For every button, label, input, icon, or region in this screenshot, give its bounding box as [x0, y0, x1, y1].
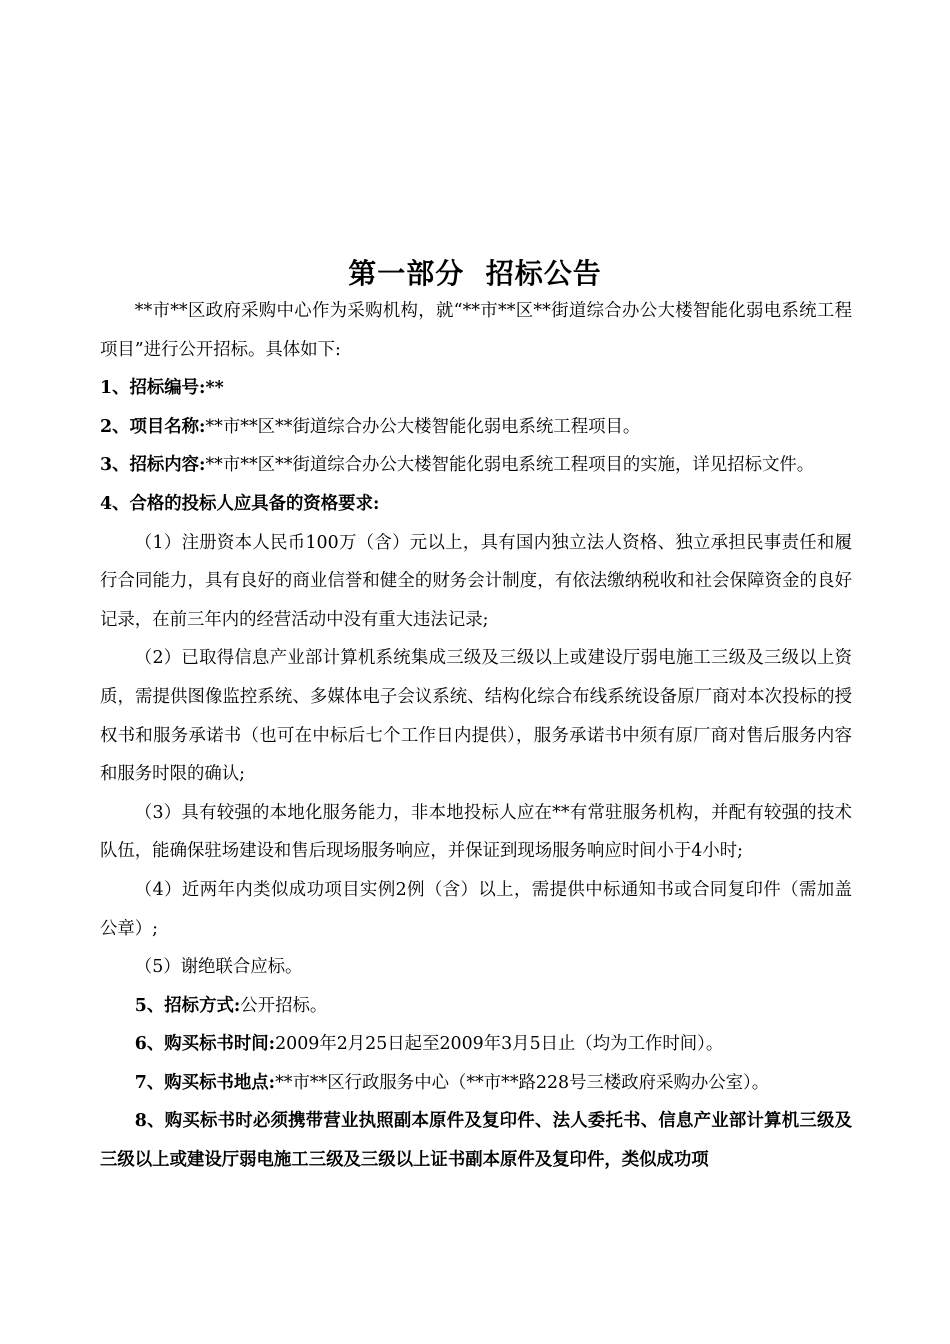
- requirement-1: （1）注册资本人民币100万（含）元以上，具有国内独立法人资格、独立承担民事责任和履行合同能力，具有良好的商业信誉和健全的财务会计制度，有依法缴纳税收和社会保障资金的良好记录，在前三年内的经营活动中没有重大违法记录;: [100, 532, 852, 630]
- requirement-5: （5）谢绝联合应标。: [134, 957, 303, 978]
- item-tender-number: [100, 369, 852, 408]
- item-qualification-heading: [100, 485, 852, 524]
- item-purchase-time: [100, 1025, 852, 1064]
- item-value: **市**区**街道综合办公大楼智能化弱电系统工程项目。: [205, 416, 641, 437]
- intro-paragraph: **市**区政府采购中心作为采购机构，就“**市**区**街道综合办公大楼智能化弱电系统工程项目”进行公开招标。具体如下:: [100, 301, 852, 360]
- item-label: 3、招标内容:: [100, 455, 206, 476]
- item-tender-content: [100, 446, 852, 485]
- item-label: 4、合格的投标人应具备的资格要求:: [100, 493, 380, 514]
- item-value: 2009年2月25日起至2009年3月5日止（均为工作时间）。: [275, 1034, 724, 1055]
- item-purchase-location: [100, 1064, 852, 1103]
- item-project-name: [100, 408, 852, 447]
- document-body: [100, 292, 852, 1180]
- requirement-2: （2）已取得信息产业部计算机系统集成三级及三级以上或建设厅弱电施工三级及三级以上资质，需提供图像监控系统、多媒体电子会议系统、结构化综合布线系统设备原厂商对本次投标的授权书和服务承诺书（也可在中标后七个工作日内提供），服务承诺书中须有原厂商对售后服务内容和服务时限的确认;: [100, 648, 852, 785]
- item-value: 公开招标。: [240, 995, 328, 1016]
- item-purchase-requirements: 8、购买标书时必须携带营业执照副本原件及复印件、法人委托书、信息产业部计算机三级及三级以上或建设厅弱电施工三级及三级以上证书副本原件及复印件，类似成功项: [100, 1111, 852, 1171]
- requirement-4: （4）近两年内类似成功项目实例2例（含）以上，需提供中标通知书或合同复印件（需加盖公章）;: [100, 879, 852, 939]
- item-tender-method: [100, 987, 852, 1026]
- item-value: **: [205, 378, 224, 399]
- requirement-3: （3）具有较强的本地化服务能力，非本地投标人应在**有常驻服务机构，并配有较强的技术队伍，能确保驻场建设和售后现场服务响应，并保证到现场服务响应时间小于4小时;: [100, 802, 852, 862]
- item-label: 2、项目名称:: [100, 416, 206, 437]
- page-title: 第一部分 招标公告: [348, 257, 602, 290]
- item-label: 5、招标方式:: [134, 995, 241, 1016]
- item-label: 1、招标编号:: [100, 378, 206, 399]
- item-value: **市**区**街道综合办公大楼智能化弱电系统工程项目的实施，详见招标文件。: [205, 455, 815, 476]
- item-value: **市**区行政服务中心（**市**路228号三楼政府采购办公室）。: [275, 1072, 770, 1093]
- item-label: 7、购买标书地点:: [134, 1072, 276, 1093]
- item-label: 6、购买标书时间:: [134, 1034, 276, 1055]
